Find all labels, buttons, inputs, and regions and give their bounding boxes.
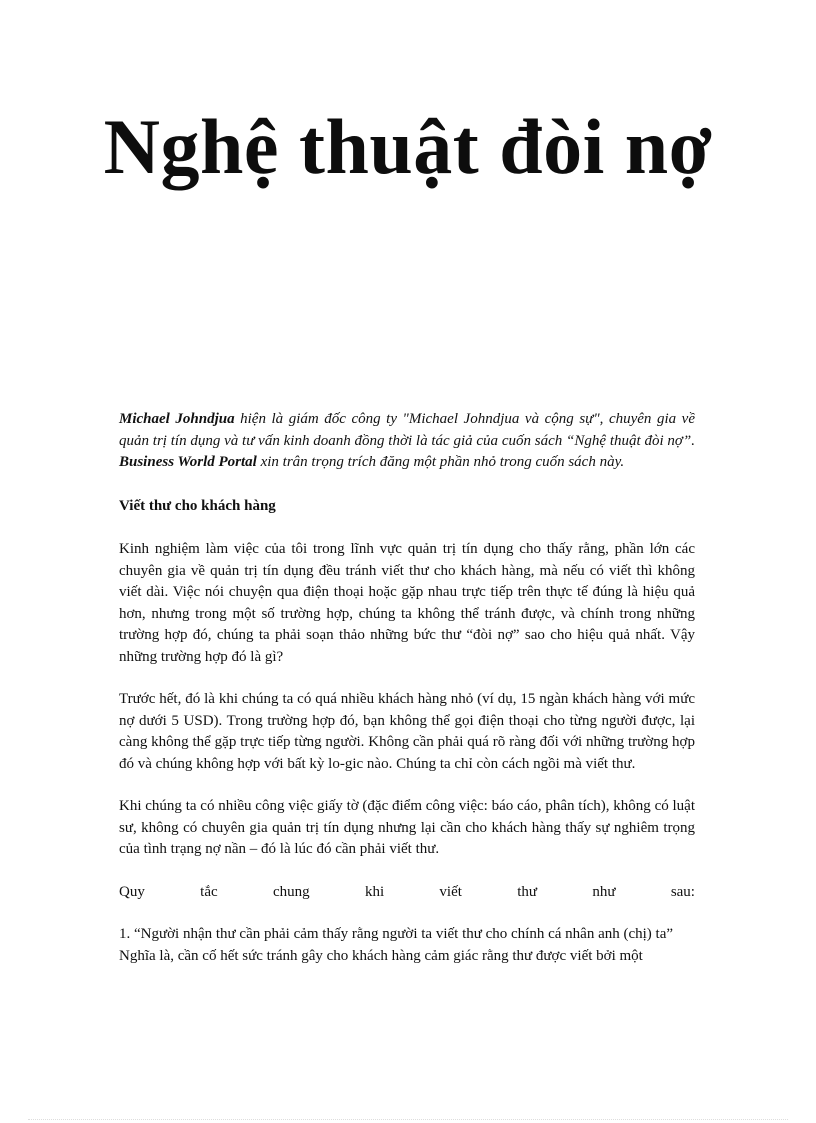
body-paragraph-1: Kinh nghiệm làm việc của tôi trong lĩnh vực quản trị tín dụng cho thấy rằng, phần lớn các chuyên gia về quản trị tín dụng đều tránh viết thư cho khách hàng, mà nếu có viết thì không viết dài. Việc nói chuyện qua điện thoại hoặc gặp nhau trực tiếp trên thực tế đúng là hiệu quả hơn, nhưng trong một số trường hợp, chúng ta không thể tránh được, và chính trong những trường hợp đó, chúng ta phải soạn thảo những bức thư “đòi nợ” sao cho hiệu quả nhất. Vậy những trường hợp đó là gì? [119, 541, 695, 665]
rules-word: thư [517, 883, 538, 900]
rules-intro-line [119, 882, 695, 904]
intro-paragraph [119, 409, 695, 474]
document-title: Nghệ thuật đòi nợ [103, 103, 713, 190]
rules-word: khi [364, 883, 385, 900]
rules-word: sau: [670, 883, 695, 900]
author-name: Michael Johndjua [119, 411, 235, 427]
rule-1-heading: 1. “Người nhận thư cần phải cảm thấy rằng người ta viết thư cho chính cá nhân anh (chị) ta” [119, 926, 674, 942]
rules-word: như [592, 883, 616, 900]
body-paragraph-2: Trước hết, đó là khi chúng ta có quá nhiều khách hàng nhỏ (ví dụ, 15 ngàn khách hàng với mức nợ dưới 5 USD). Trong trường hợp đó, bạn không thể gọi điện thoại cho từng người được, lại càng không thể gặp trực tiếp từng người. Không cần phải quá rõ ràng đối với những trường hợp đó và chúng không hợp với bất kỳ lo-gic nào. Chúng ta chỉ còn cách ngồi mà viết thư. [119, 691, 695, 772]
rules-word: tắc [200, 883, 218, 900]
portal-name: Business World Portal [119, 454, 257, 470]
rules-word: viết [439, 883, 462, 900]
intro-text-2: xin trân trọng trích đăng một phần nhỏ trong cuốn sách này. [256, 454, 625, 470]
page-bottom-divider [28, 1119, 788, 1120]
rule-1-body: Nghĩa là, cần cố hết sức tránh gây cho khách hàng cảm giác rằng thư được viết bởi một [119, 947, 643, 964]
document-body [119, 409, 695, 967]
rules-word: chung [272, 883, 310, 900]
section-heading: Viết thư cho khách hàng [119, 497, 276, 514]
intro-text-1: hiện là giám đốc công ty "Michael Johndjua và cộng sự", chuyên gia về quản trị tín dụng và tư vấn kinh doanh đồng thời là tác giả của cuốn sách “Nghệ thuật đòi nợ”. [119, 411, 695, 449]
body-paragraph-3: Khi chúng ta có nhiều công việc giấy tờ (đặc điểm công việc: báo cáo, phân tích), không có luật sư, không có chuyên gia quản trị tín dụng nhưng lại cần cho khách hàng thấy sự nghiêm trọng của tình trạng nợ nần – đó là lúc đó cần phải viết thư. [119, 798, 695, 857]
rules-word: Quy [119, 883, 145, 900]
